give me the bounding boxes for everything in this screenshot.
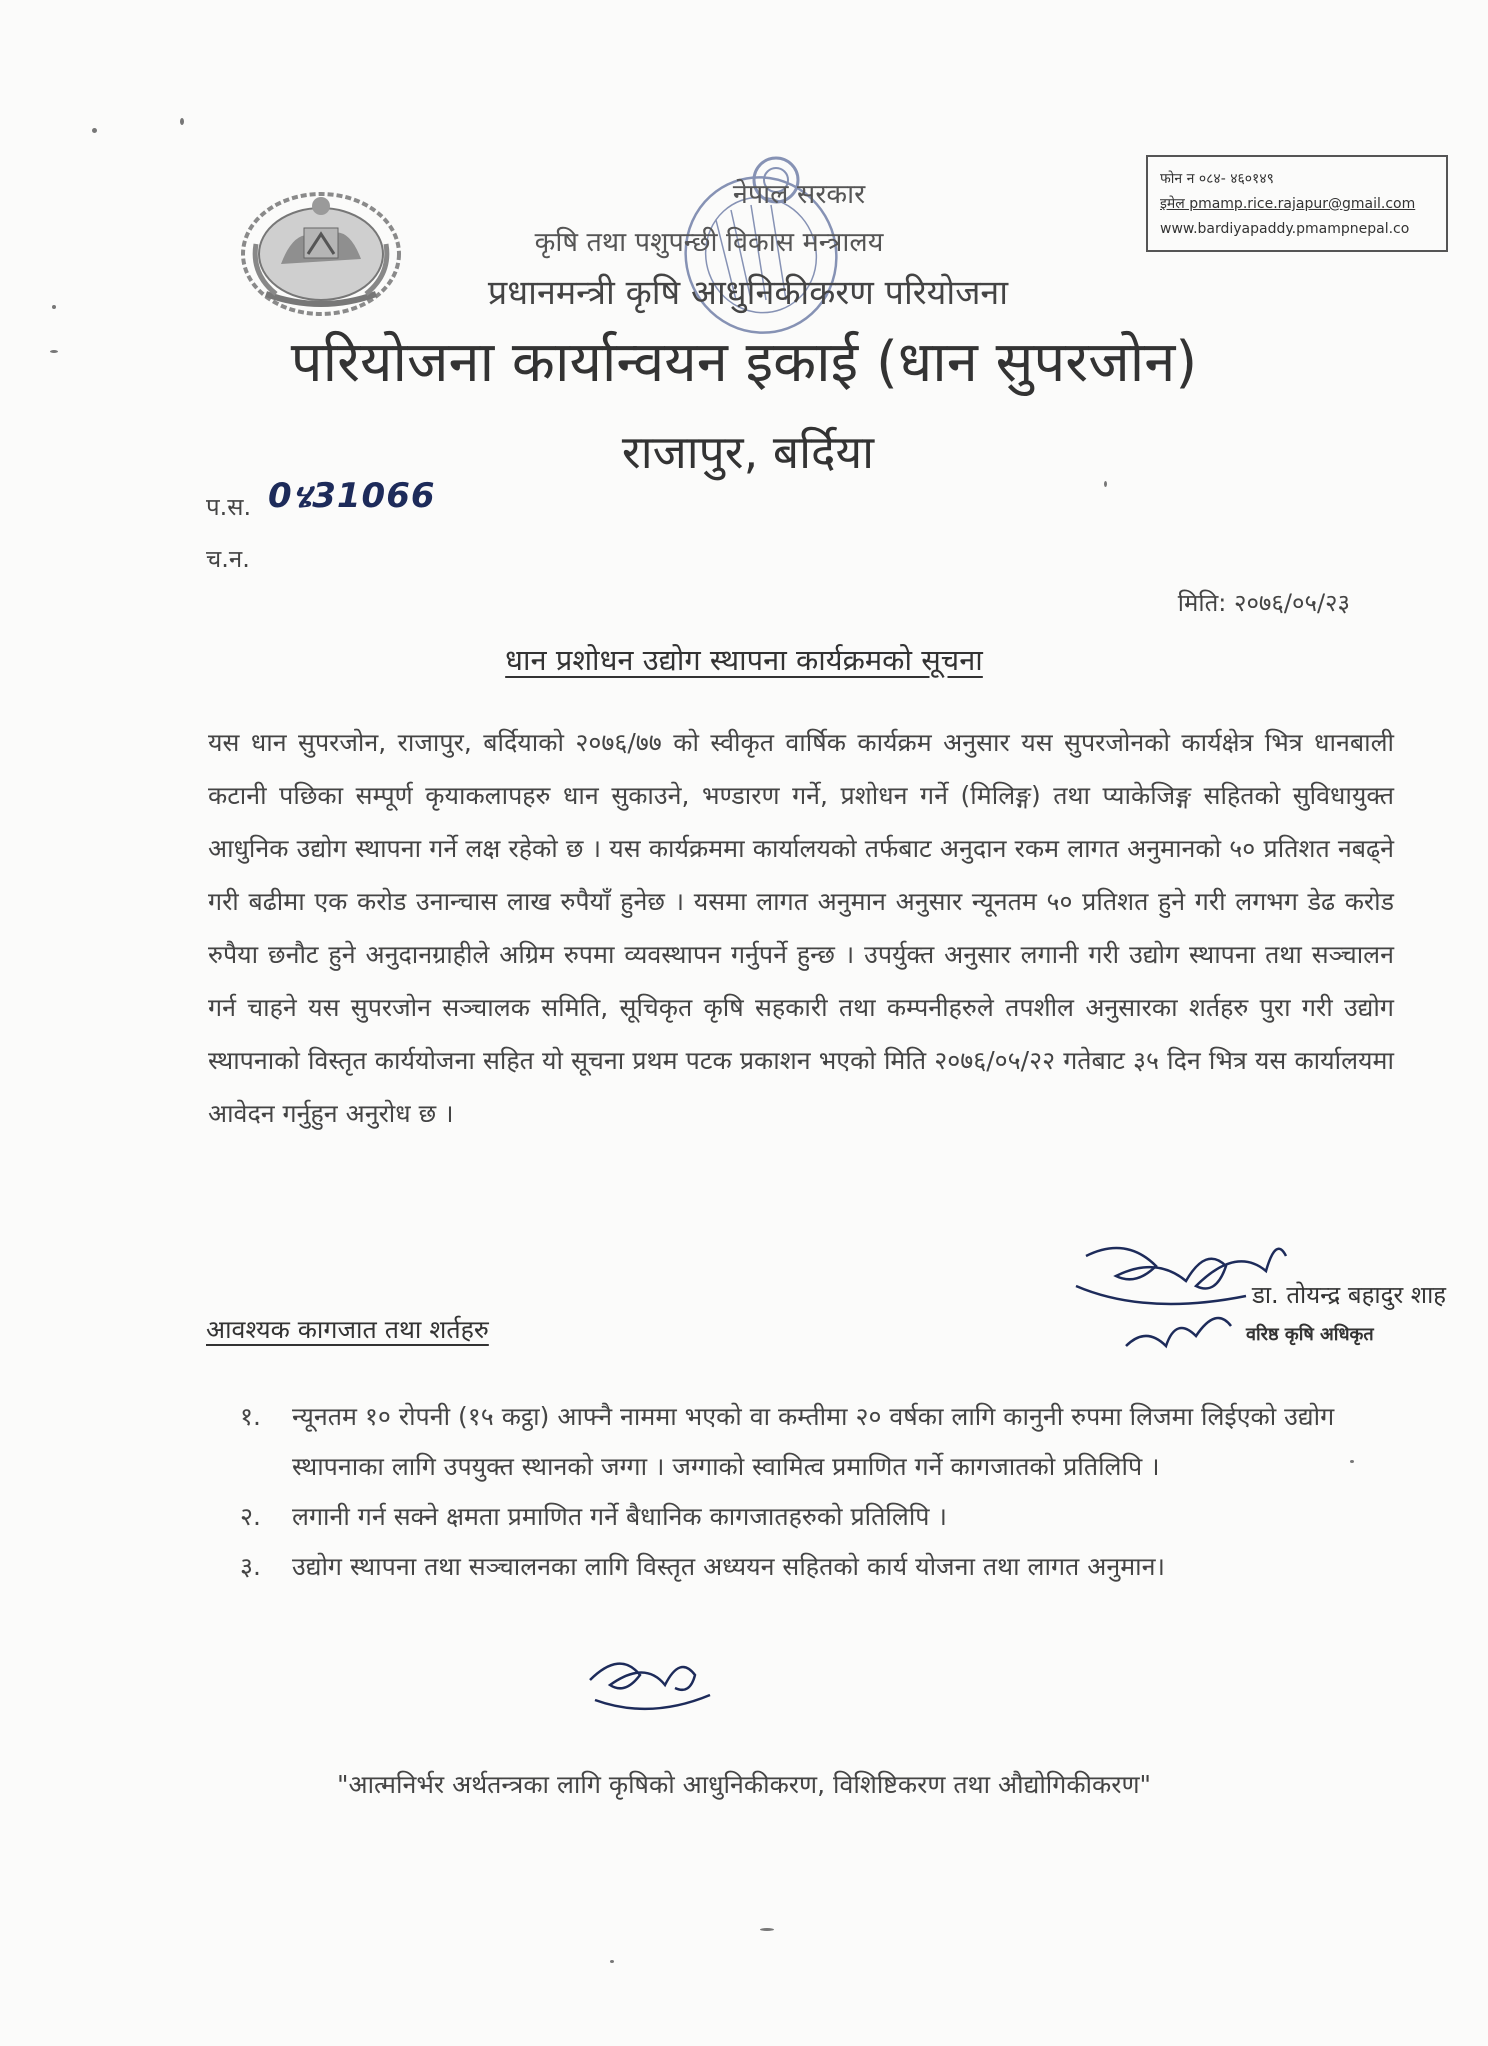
ministry-name: कृषि तथा पशुपन्छी विकास मन्त्रालय bbox=[534, 227, 884, 258]
website-url: www.bardiyapaddy.pmampnepal.co bbox=[1160, 221, 1410, 237]
notice-title-text: धान प्रशोधन उद्योग स्थापना कार्यक्रमको सूचना bbox=[505, 643, 983, 677]
contact-box bbox=[1146, 155, 1448, 252]
requirements-list bbox=[240, 1392, 1360, 1592]
list-item-number: ३. bbox=[240, 1552, 261, 1581]
email-address: इमेल pmamp.rice.rajapur@gmail.com bbox=[1160, 196, 1416, 212]
office-location: राजापुर, बर्दिया bbox=[621, 425, 875, 479]
list-item-number: १. bbox=[240, 1402, 261, 1431]
officer-designation: वरिष्ठ कृषि अधिकृत bbox=[1246, 1324, 1374, 1345]
office-motto: "आत्मनिर्भर अर्थतन्त्रका लागि कृषिको आधुनिकीकरण, विशिष्टिकरण तथा औद्योगिकीकरण" bbox=[336, 1770, 1152, 1799]
govt-name: नेपाल सरकार bbox=[732, 179, 866, 210]
list-item-number: २. bbox=[240, 1502, 261, 1531]
unit-name: परियोजना कार्यान्वयन इकाई (धान सुपरजोन) bbox=[290, 330, 1198, 395]
list-item-text: उद्योग स्थापना तथा सञ्चालनका लागि विस्तृत अध्ययन सहितको कार्य योजना तथा लागत अनुमान। bbox=[292, 1552, 1165, 1581]
list-item bbox=[240, 1392, 1360, 1492]
initial-signature bbox=[580, 1640, 720, 1730]
list-item bbox=[240, 1542, 1360, 1592]
notice-body: यस धान सुपरजोन, राजापुर, बर्दियाको २०७६/७७ को स्वीकृत वार्षिक कार्यक्रम अनुसार यस सुपरजोनको कार्यक्षेत्र भित्र धानबाली कटानी पछिका सम्पूर्ण कृयाकलापहरु धान सुकाउने, भण्डारण गर्ने, प्रशोधन गर्ने (मिलिङ्ग) तथा प्याकेजिङ्ग सहितको सुविधायुक्त आधुनिक उद्योग स्थापना गर्ने लक्ष रहेको छ । यस कार्यक्रममा कार्यालयको तर्फबाट अनुदान रकम लागत अनुमानको ५० प्रतिशत नबढ्ने गरी बढीमा एक करोड उनान्चास लाख रुपैयाँ हुनेछ । यसमा लागत अनुमान अनुसार न्यूनतम ५० प्रतिशत हुने गरी लगभग डेढ करोड रुपैया छनौट हुने अनुदानग्राहीले अग्रिम रुपमा व्यवस्थापन गर्नुपर्ने हुन्छ । उपर्युक्त अनुसार लगानी गरी उद्योग स्थापना तथा सञ्चालन गर्न चाहने यस सुपरजोन सञ्चालक समिति, सूचिकृत कृषि सहकारी तथा कम्पनीहरुले तपशील अनुसारका शर्तहरु पुरा गरी उद्योग स्थापनाको विस्तृत कार्ययोजना सहित यो सूचना प्रथम पटक प्रकाशन भएको मिति २०७६/०५/२२ गतेबाट ३५ दिन भित्र यस कार्यालयमा आवेदन गर्नुहुन अनुरोध छ । bbox=[208, 728, 1394, 1128]
list-item bbox=[240, 1492, 1360, 1542]
ps-label: प.स. bbox=[206, 493, 252, 521]
notice-title bbox=[0, 640, 1488, 679]
project-name: प्रधानमन्त्री कृषि आधुनिकीकरण परियोजना bbox=[487, 273, 1009, 313]
list-item-text: लगानी गर्न सक्ने क्षमता प्रमाणित गर्ने बैधानिक कागजातहरुको प्रतिलिपि । bbox=[292, 1502, 947, 1531]
list-item-text: न्यूनतम १० रोपनी (१५ कट्ठा) आफ्नै नाममा भएको वा कम्तीमा २० वर्षका लागि कानुनी रुपमा लिजमा लिईएको उद्योग स्थापनाका लागि उपयुक्त स्थानको जग्गा । जग्गाको स्वामित्व प्रमाणित गर्ने कागजातको प्रतिलिपि । bbox=[292, 1402, 1335, 1481]
cn-label: च.न. bbox=[206, 545, 250, 573]
notice-date: मिति: २०७६/०५/२३ bbox=[1177, 589, 1350, 617]
ps-handwritten-number: 0ሄ31066 bbox=[268, 476, 436, 516]
officer-name: डा. तोयन्द्र बहादुर शाह bbox=[1252, 1281, 1447, 1309]
requirements-heading: आवश्यक कागजात तथा शर्तहरु bbox=[206, 1315, 489, 1344]
phone-number: फोन न ०८४- ४६०१४९ bbox=[1160, 171, 1274, 187]
